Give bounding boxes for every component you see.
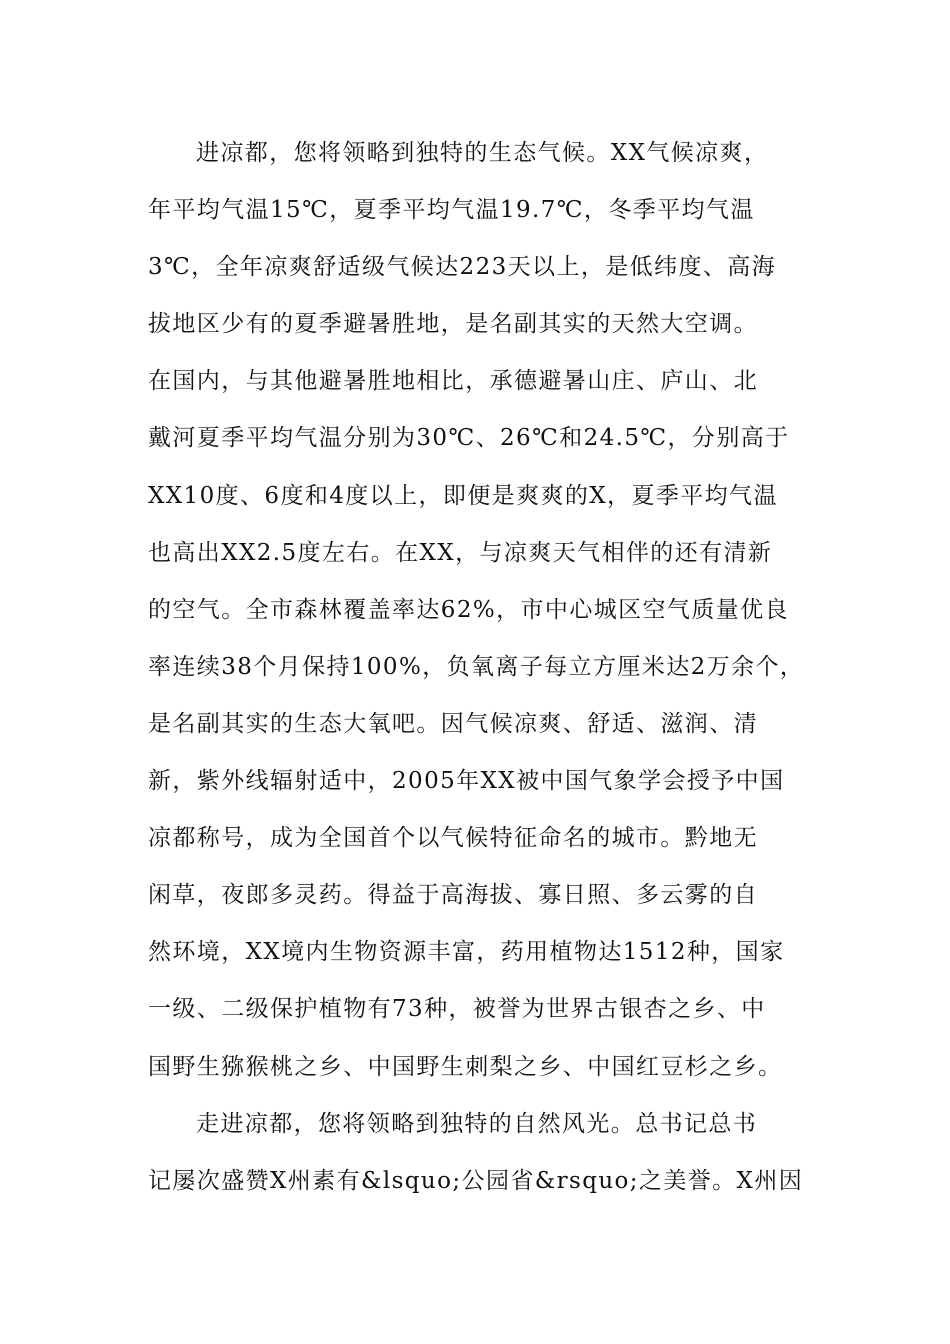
paragraph-line: 一级、二级保护植物有73种，被誉为世界古银杏之乡、中	[148, 996, 766, 1023]
paragraph-line: XX10度、6度和4度以上，即便是爽爽的X，夏季平均气温	[148, 482, 778, 509]
paragraph-line: 的空气。全市森林覆盖率达62%，市中心城区空气质量优良	[148, 596, 789, 623]
paragraph-line: 新，紫外线辐射适中，2005年XX被中国气象学会授予中国	[148, 768, 785, 795]
paragraph-line: 戴河夏季平均气温分别为30℃、26℃和24.5℃，分别高于	[148, 425, 790, 452]
paragraph-line: 率连续38个月保持100%，负氧离子每立方厘米达2万余个，	[148, 653, 805, 680]
paragraph-line: 年平均气温15℃，夏季平均气温19.7℃，冬季平均气温	[148, 197, 755, 224]
paragraph-line: 然环境，XX境内生物资源丰富，药用植物达1512种，国家	[148, 939, 785, 966]
paragraph-line: 记屡次盛赞X州素有&lsquo;公园省&rsquo;之美誉。X州因	[148, 1167, 804, 1194]
paragraph-line: 在国内，与其他避暑胜地相比，承德避暑山庄、庐山、北	[148, 368, 758, 395]
paragraph-line: 3℃，全年凉爽舒适级气候达223天以上，是低纬度、高海	[148, 254, 777, 281]
paragraph-line: 拔地区少有的夏季避暑胜地，是名副其实的天然大空调。	[148, 311, 758, 338]
paragraph-line: 凉都称号，成为全国首个以气候特征命名的城市。黔地无	[148, 825, 758, 852]
paragraph-line: 是名副其实的生态大氧吧。因气候凉爽、舒适、滋润、清	[148, 710, 758, 737]
document-body	[148, 131, 808, 1216]
paragraph-line: 走进凉都，您将领略到独特的自然风光。总书记总书	[196, 1110, 758, 1137]
paragraph-line: 进凉都，您将领略到独特的生态气候。XX气候凉爽，	[196, 140, 769, 166]
paragraph-line: 国野生猕猴桃之乡、中国野生刺梨之乡、中国红豆杉之乡。	[148, 1053, 783, 1080]
paragraph-line: 闲草，夜郎多灵药。得益于高海拔、寡日照、多云雾的自	[148, 882, 758, 909]
paragraph-line: 也高出XX2.5度左右。在XX，与凉爽天气相伴的还有清新	[148, 539, 773, 566]
